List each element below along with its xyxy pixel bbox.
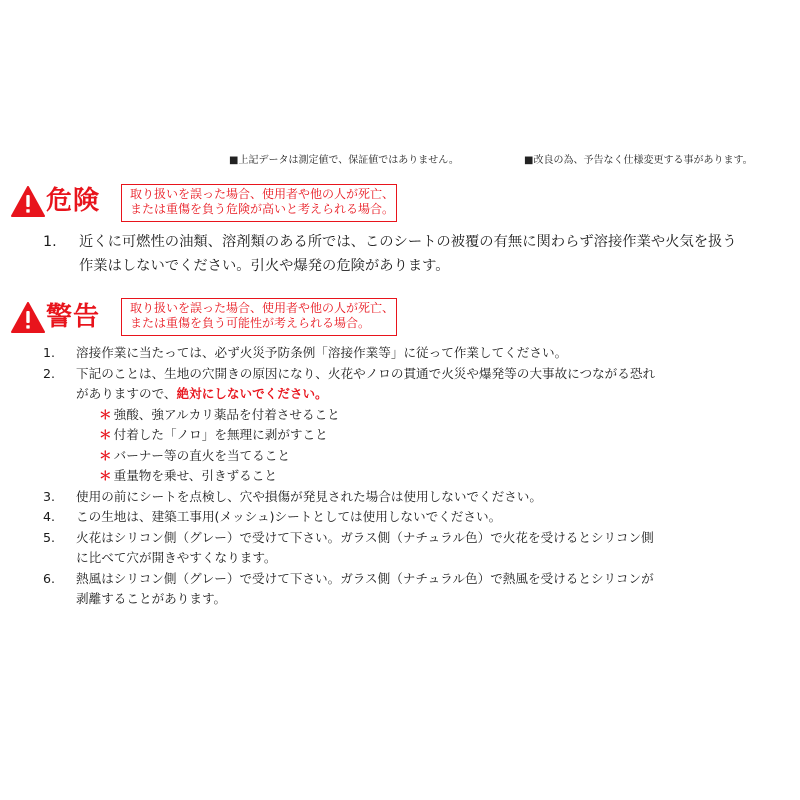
item-text-line: 下記のことは、生地の穴開きの原因になり、火花やノロの貫通で火災や爆発等の大事故につながる恐れ [76, 365, 656, 381]
caution-warning-icon [11, 302, 45, 337]
emphasis-text: 絶対にしないでください。 [176, 386, 328, 401]
item-text-line: 溶接作業に当たっては、必ず火災予防条例「溶接作業等」に従って作業してください。 [76, 345, 568, 360]
item-number: 1. [43, 345, 56, 360]
danger-definition-line: 取り扱いを誤った場合、使用者や他の人が死亡、 [130, 187, 395, 201]
caution-definition-box [121, 298, 397, 336]
caution-definition-line: または重傷を負う可能性が考えられる場合。 [130, 316, 371, 330]
item-text-line: 使用の前にシートを点検し、穴や損傷が発見された場合は使用しないでください。 [76, 488, 542, 504]
asterisk-bullet-icon: ＊ [99, 427, 112, 442]
danger-list-item [43, 230, 737, 278]
item-text-line: がありますので、 [76, 386, 177, 401]
item-text-line: 火花はシリコン側（グレー）で受けて下さい。ガラス側（ナチュラル色）で火花を受けるとシリコン側 [76, 529, 654, 545]
asterisk-bullet-icon: ＊ [99, 406, 112, 422]
danger-definition-line: または重傷を負う危険が高いと考えられる場合。 [130, 202, 395, 216]
item-text-line: 熱風はシリコン側（グレー）で受けて下さい。ガラス側（ナチュラル色）で熱風を受けるとシリコンが [76, 570, 654, 586]
item-number: 5. [43, 529, 56, 545]
warning-triangle-icon [11, 302, 45, 333]
caution-definition-line: 取り扱いを誤った場合、使用者や他の人が死亡、 [130, 301, 395, 315]
sub-item-text: バーナー等の直火を当てること [113, 447, 290, 463]
item-number: 2. [43, 365, 56, 381]
sub-item-text: 重量物を乗せ、引きずること [113, 468, 277, 483]
danger-heading: 危険 [46, 186, 101, 216]
caution-heading: 警告 [46, 302, 101, 332]
disclaimer-note-measured-values: ■上記データは測定値で、保証値ではありません。 [229, 155, 459, 166]
danger-definition-box [121, 184, 397, 222]
item-text-line: 作業はしないでください。引火や爆発の危険があります。 [79, 258, 450, 274]
disclaimer-note-spec-change: ■改良の為、予告なく仕様変更する事があります。 [524, 155, 753, 166]
sub-item-text: 付着した「ノロ」を無理に剥がすこと [113, 427, 328, 442]
asterisk-bullet-icon: ＊ [99, 468, 112, 483]
danger-warning-icon [11, 186, 45, 221]
item-number: 3. [43, 488, 56, 504]
asterisk-bullet-icon: ＊ [99, 447, 112, 463]
sub-item-text: 強酸、強アルカリ薬品を付着させること [113, 406, 340, 422]
item-text-line: この生地は、建築工事用(メッシュ)シートとしては使用しないでください。 [76, 509, 502, 524]
item-number: 1. [43, 234, 57, 250]
caution-list [43, 343, 793, 613]
item-number: 6. [43, 570, 56, 586]
item-text-line: 近くに可燃性の油類、溶剤類のある所では、このシートの被覆の有無に関わらず溶接作業や火気を扱う [79, 234, 737, 250]
item-text-line: に比べて穴が開きやすくなります。 [76, 550, 277, 565]
item-number: 4. [43, 509, 56, 524]
item-text-line: 剥離することがあります。 [76, 591, 227, 606]
warning-triangle-icon [11, 186, 45, 217]
